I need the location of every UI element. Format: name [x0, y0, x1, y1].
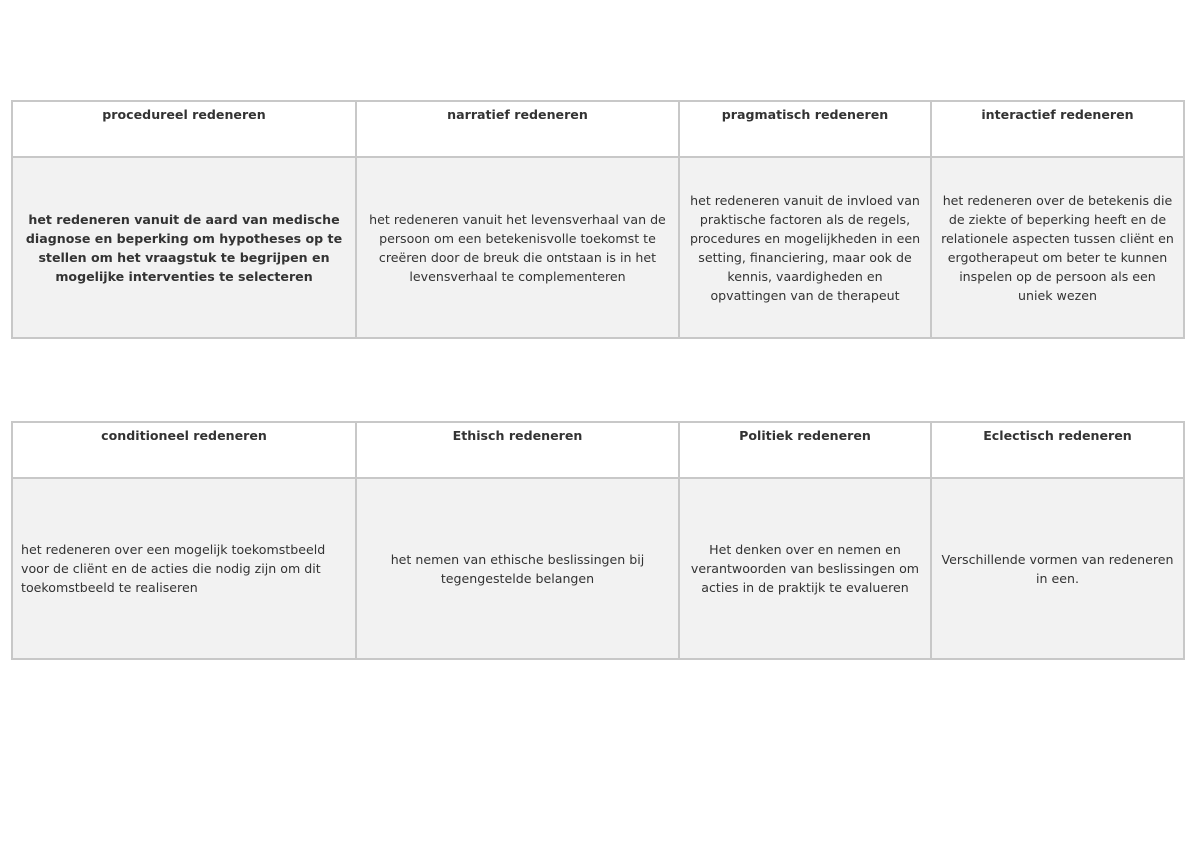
reasoning-table-2	[11, 421, 1185, 660]
header-cell-conditioneel: conditioneel redeneren	[12, 422, 356, 478]
header-row	[12, 422, 1184, 478]
description-row	[12, 157, 1184, 338]
description-cell-ethisch: het nemen van ethische beslissingen bij tegengestelde belangen	[356, 478, 679, 659]
description-cell-pragmatisch: het redeneren vanuit de invloed van praktische factoren als de regels, procedures en mogelijkheden in een setting, financiering, maar ook de kennis, vaardigheden en opvattingen van de therapeut	[679, 157, 931, 338]
header-cell-ethisch: Ethisch redeneren	[356, 422, 679, 478]
reasoning-table-1	[11, 100, 1185, 339]
header-cell-procedureel: procedureel redeneren	[12, 101, 356, 157]
header-cell-interactief: interactief redeneren	[931, 101, 1184, 157]
description-row	[12, 478, 1184, 659]
description-cell-procedureel: het redeneren vanuit de aard van medische diagnose en beperking om hypotheses op te stellen om het vraagstuk te begrijpen en mogelijke interventies te selecteren	[12, 157, 356, 338]
header-cell-politiek: Politiek redeneren	[679, 422, 931, 478]
header-cell-pragmatisch: pragmatisch redeneren	[679, 101, 931, 157]
header-row	[12, 101, 1184, 157]
description-cell-politiek: Het denken over en nemen en verantwoorden van beslissingen om acties in de praktijk te evalueren	[679, 478, 931, 659]
header-cell-narratief: narratief redeneren	[356, 101, 679, 157]
description-cell-eclectisch: Verschillende vormen van redeneren in een.	[931, 478, 1184, 659]
description-cell-conditioneel: het redeneren over een mogelijk toekomstbeeld voor de cliënt en de acties die nodig zijn om dit toekomstbeeld te realiseren	[12, 478, 356, 659]
description-cell-narratief: het redeneren vanuit het levensverhaal van de persoon om een betekenisvolle toekomst te creëren door de breuk die ontstaan is in het levensverhaal te complementeren	[356, 157, 679, 338]
header-cell-eclectisch: Eclectisch redeneren	[931, 422, 1184, 478]
description-cell-interactief: het redeneren over de betekenis die de ziekte of beperking heeft en de relationele aspecten tussen cliënt en ergotherapeut om beter te kunnen inspelen op de persoon als een uniek wezen	[931, 157, 1184, 338]
